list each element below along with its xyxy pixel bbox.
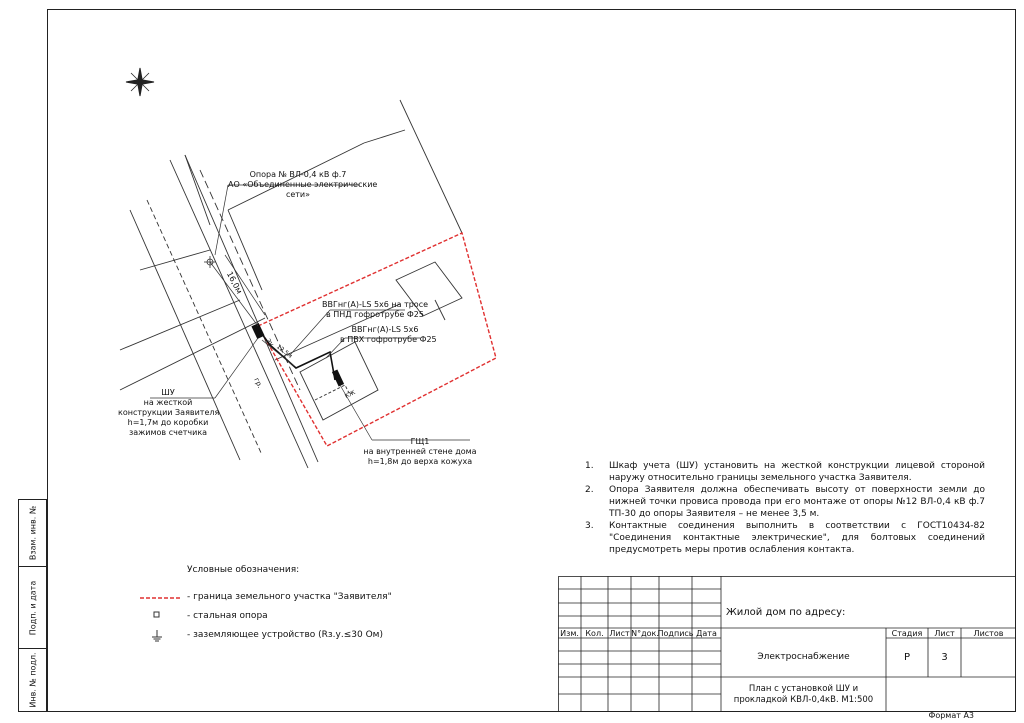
dimension-16: 16,0м [224, 270, 244, 296]
shu-symbol [251, 323, 264, 339]
house-label: КЖ [343, 389, 357, 400]
pole-label: Опора № ВЛ-0,4 кВ ф.7 АО «Объединенные электрические сети» [228, 170, 378, 199]
road-label: гр. [252, 376, 264, 390]
note-1: 1. Шкаф учета (ШУ) установить на жесткой конструкции лицевой стороной наружу относительно границы земельного участка Заявителя. [585, 461, 985, 483]
legend-boundary: - граница земельного участка "Заявителя" [187, 592, 392, 602]
tb-section: Электроснабжение [757, 652, 850, 662]
tb-plan-title: План с установкой ШУ и прокладкой КВЛ-0,4кВ. М1:500 [733, 683, 874, 705]
legend-symbols [140, 598, 182, 641]
tb-sheets [961, 638, 1016, 677]
title-block [558, 576, 1016, 712]
gshch-symbol [332, 369, 344, 386]
format-label: Формат А3 [928, 711, 974, 720]
cable1-label: ВВГнг(А)-LS 5х6 на тросе в ПНД гофротрубе Ф25 [321, 300, 429, 319]
legend-title: Условные обозначения: [187, 565, 300, 575]
tb-sheet: 3 [941, 652, 948, 663]
stamp-vzam: Взам. инв. № [18, 499, 47, 567]
tb-h-kol: Кол. [585, 628, 604, 638]
tb-sheets-h: Листов [973, 628, 1004, 638]
tb-h-sign: Подпись [657, 628, 694, 638]
gshch-label: ГЩ1 на внутренней стене дома h=1,8м до верха кожуха [363, 437, 477, 466]
notes-block [585, 460, 985, 556]
tb-h-date: Дата [696, 628, 717, 638]
stamp-inv: Инв. № подл. [18, 648, 47, 712]
north-arrow-icon [126, 68, 154, 96]
cable2-label: ВВГнг(А)-LS 5х6 в ПВХ гофротрубе Ф25 [340, 325, 437, 344]
shu-label: ШУ на жесткой конструкции Заявителя h=1,7м до коробки зажимов счетчика [118, 388, 220, 437]
legend-pole: - стальная опора [187, 611, 268, 621]
tb-stage: Р [903, 652, 911, 663]
tb-h-list: Лист [609, 628, 630, 638]
tb-address: Жилой дом по адресу: [726, 606, 846, 618]
dimension-12: 12,5м [275, 343, 294, 360]
plot-lines [120, 100, 462, 390]
note-3: 3. Контактные соединения выполнить в соответствии с ГОСТ10434-82 "Соединения контактные электрические", для болтовых соединений предусмотреть меры против ослабления контакта. [585, 521, 985, 555]
note-2: 2. Опора Заявителя должна обеспечивать высоту от поверхности земли до нижней точки провиса провода при его монтаже от опоры №12 ВЛ-0,4 кВ ф.7 ТП-30 до опоры Заявителя – не менее 3,5 м. [585, 485, 985, 519]
tb-stage-h: Стадия [891, 628, 923, 638]
tb-sheet-h: Лист [934, 628, 955, 638]
tb-h-doc: N°док. [631, 628, 659, 638]
tb-h-izm: Изм. [560, 628, 579, 638]
stamp-podp: Подп. и дата [18, 566, 47, 649]
legend-ground: - заземляющее устройство (Rз.у.≤30 Ом) [187, 630, 383, 640]
small-label: ЗУ [264, 337, 275, 348]
